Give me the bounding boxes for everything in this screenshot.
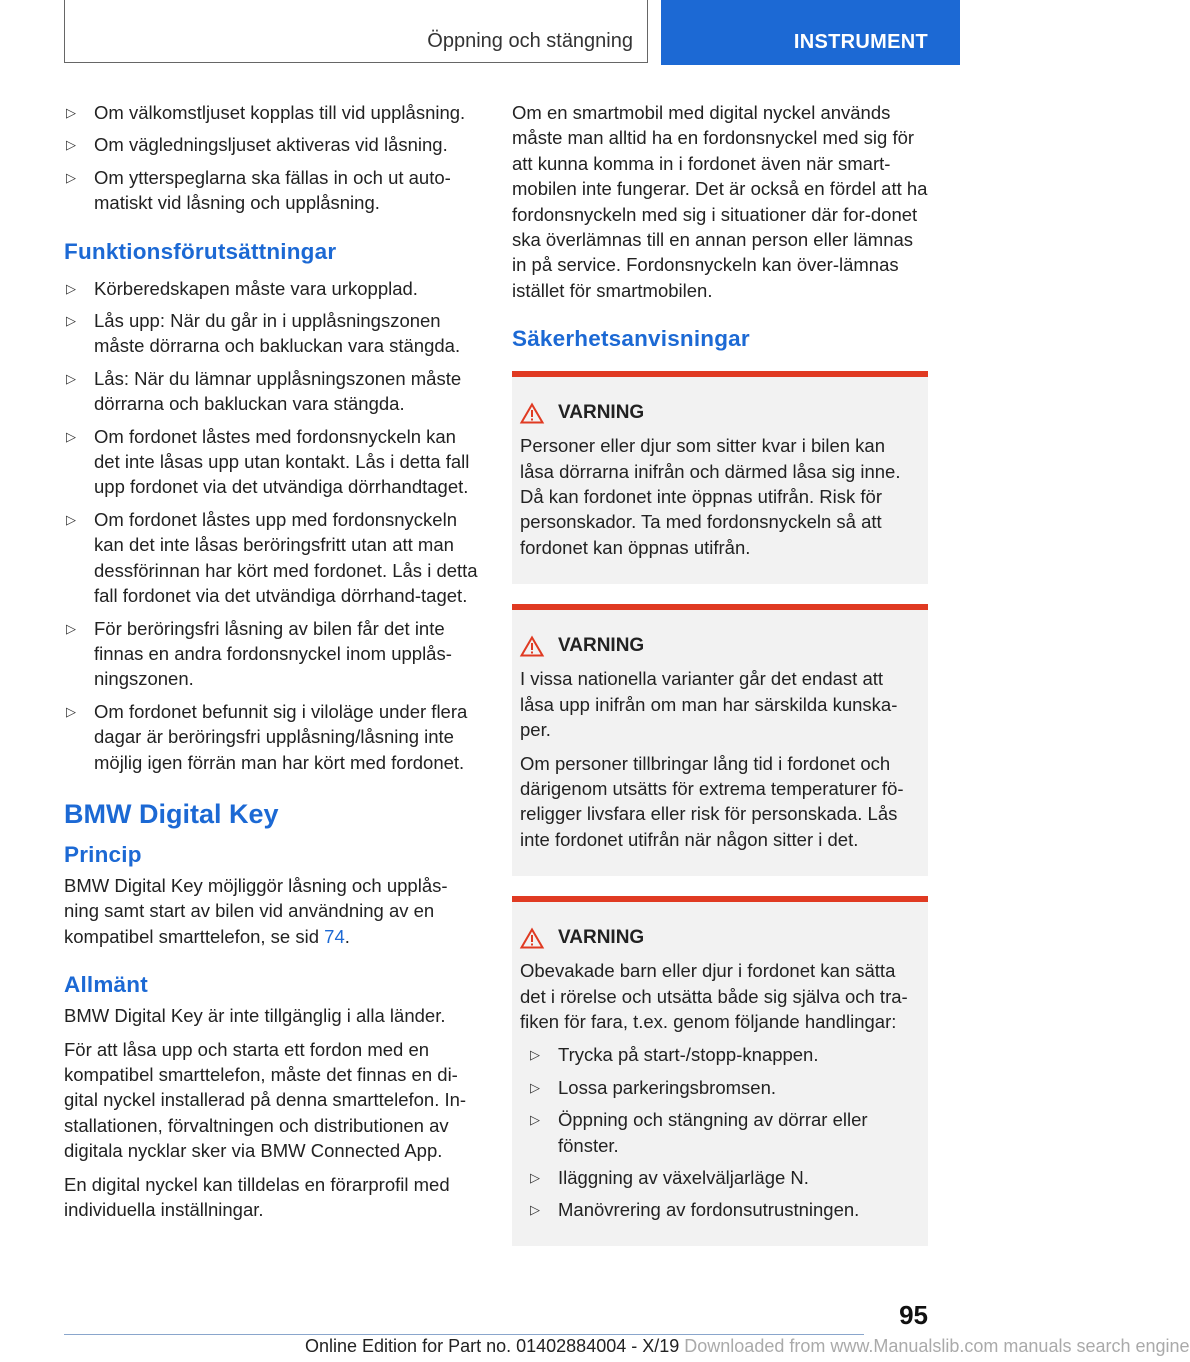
warning-triangle-icon [520, 928, 544, 949]
bullet-triangle-icon: ▷ [530, 1047, 540, 1063]
list-item: ▷ Om fordonet befunnit sig i viloläge under flera dagar är beröringsfri upplåsning/låsning inte möjlig igen förrän man har kört med fordonet. [66, 700, 468, 773]
warning-title: VARNING [558, 402, 645, 424]
chapter-tab [661, 0, 960, 65]
digital-key-heading: BMW Digital Key [64, 798, 279, 829]
list-item: ▷ Iläggning av växelväljarläge N. [528, 1165, 920, 1190]
warning-text: Om personer tillbringar lång tid i fordonet och därigenom utsätts för extrema temperaturer fö-religger livsfara eller risk för personskada. Lås inte fordonet utifrån när någon sitter i det. [520, 752, 904, 850]
bullet-triangle-icon: ▷ [530, 1169, 540, 1185]
bullet-triangle-icon: ▷ [66, 280, 76, 296]
watermark-text: Downloaded from www.Manualslib.com manuals search engine [684, 1336, 1190, 1356]
warning-triangle-icon [520, 636, 544, 657]
bullet-triangle-icon: ▷ [66, 370, 76, 386]
warning-title: VARNING [558, 927, 645, 949]
bullet-triangle-icon: ▷ [66, 428, 76, 444]
principle-heading: Princip [64, 841, 142, 867]
warning-triangle-icon [520, 403, 544, 424]
left-column [64, 100, 480, 1230]
warning-actions-list [528, 1042, 920, 1222]
section-tab [64, 0, 648, 63]
warning-text: I vissa nationella varianter går det endast att låsa upp inifrån om man har särskilda kunska-per. [520, 668, 898, 741]
page-header [64, 0, 960, 65]
safety-heading: Säkerhetsanvisningar [512, 326, 750, 352]
warning-box [512, 896, 928, 1246]
intro-paragraph: Om en smartmobil med digital nyckel används måste man alltid ha en fordonsnyckel med sig för att kunna komma in i fordonet även när smart-mobilen inte fungerar. Det är också en fördel att ha fordonsnyckeln med sig i situationer där for-donet ska överlämnas till en annan person eller lämnas in på service. Fordonsnyckeln kan över-lämnas istället för smartmobilen. [512, 102, 928, 301]
list-item: ▷ Lossa parkeringsbromsen. [528, 1075, 920, 1100]
principle-paragraph: BMW Digital Key möjliggör låsning och upplås-ning samt start av bilen vid användning av en kompatibel smarttelefon, se sid 74. [64, 874, 448, 947]
chapter-title: INSTRUMENT [793, 31, 928, 53]
warning-text: Obevakade barn eller djur i fordonet kan sätta det i rörelse och utsätta både sig själva och tra-fiken för fara, t.ex. genom följande handlingar: [520, 960, 908, 1032]
warning-box [512, 604, 928, 876]
list-item: ▷ Trycka på start-/stopp-knappen. [528, 1042, 920, 1067]
conditions-heading: Funktionsförutsättningar [64, 238, 337, 264]
list-item: ▷ Om fordonet låstes upp med fordonsnyckeln kan det inte låsas beröringsfritt utan att man dessförinnan har kört med fordonet. Lås i detta fall fordonet via det utvändiga dörrhand-taget. [66, 508, 478, 607]
general-paragraph-3: En digital nyckel kan tilldelas en förarprofil med individuella inställningar. [64, 1173, 450, 1220]
footer-edition [305, 1336, 1190, 1357]
general-heading: Allmänt [64, 972, 148, 998]
warning-title: VARNING [558, 635, 645, 657]
list-item: ▷ För beröringsfri låsning av bilen får det inte finnas en andra fordonsnyckel inom upplås-ningszonen. [66, 617, 452, 690]
general-paragraph-1: BMW Digital Key är inte tillgänglig i alla länder. [64, 1005, 446, 1027]
warning-box [512, 371, 928, 584]
list-item: ▷ Manövrering av fordonsutrustningen. [528, 1197, 920, 1222]
list-item: ▷ Öppning och stängning av dörrar eller fönster. [530, 1109, 868, 1156]
bullet-triangle-icon: ▷ [66, 511, 76, 527]
section-title: Öppning och stängning [427, 30, 633, 52]
list-item: ▷ Lås upp: När du går in i upplåsningszonen måste dörrarna och bakluckan vara stängda. [66, 310, 461, 357]
bullet-triangle-icon: ▷ [530, 1079, 540, 1095]
feature-list [64, 100, 480, 216]
bullet-triangle-icon: ▷ [66, 137, 76, 153]
list-item: ▷ Lås: När du lämnar upplåsningszonen måste dörrarna och bakluckan vara stängda. [66, 367, 462, 415]
conditions-list [64, 276, 480, 775]
bullet-triangle-icon: ▷ [530, 1202, 540, 1218]
list-item: ▷ Körberedskapen måste vara urkopplad. [64, 276, 480, 301]
bullet-triangle-icon: ▷ [66, 105, 76, 120]
list-item: ▷ Om välkomstljuset kopplas till vid upplåsning. [64, 100, 480, 125]
bullet-triangle-icon: ▷ [530, 1112, 540, 1128]
page-reference-link[interactable]: 74 [324, 925, 345, 947]
warning-text: Personer eller djur som sitter kvar i bilen kan låsa dörrarna inifrån och därmed låsa sig inne. Då kan fordonet inte öppnas utifrån. Risk för personskador. Ta med fordonsnyckeln så att fordonet kan öppnas utifrån. [520, 435, 901, 558]
right-column [512, 100, 928, 1266]
bullet-triangle-icon: ▷ [66, 169, 76, 185]
page-number: 95 [899, 1300, 928, 1330]
bullet-triangle-icon: ▷ [66, 313, 76, 329]
bullet-triangle-icon: ▷ [66, 620, 76, 636]
list-item: ▷ Om fordonet låstes med fordonsnyckeln kan det inte låsas upp utan kontakt. Lås i detta fall upp fordonet via det utvändiga dörrhandtaget. [66, 425, 470, 498]
edition-text: Online Edition for Part no. 01402884004 - X/19 [305, 1336, 680, 1356]
list-item: ▷ Om ytterspeglarna ska fällas in och ut auto-matiskt vid låsning och upplåsning. [66, 166, 451, 214]
list-item: ▷ Om vägledningsljuset aktiveras vid låsning. [64, 132, 480, 157]
bullet-triangle-icon: ▷ [66, 703, 76, 719]
footer-divider [64, 1334, 864, 1335]
general-paragraph-2: För att låsa upp och starta ett fordon med en kompatibel smarttelefon, måste det finnas en di-gital nyckel installerad på denna smarttelefon. In-stallationen, förvaltningen och distributionen av digitala nycklar sker via BMW Connected App. [64, 1038, 467, 1162]
